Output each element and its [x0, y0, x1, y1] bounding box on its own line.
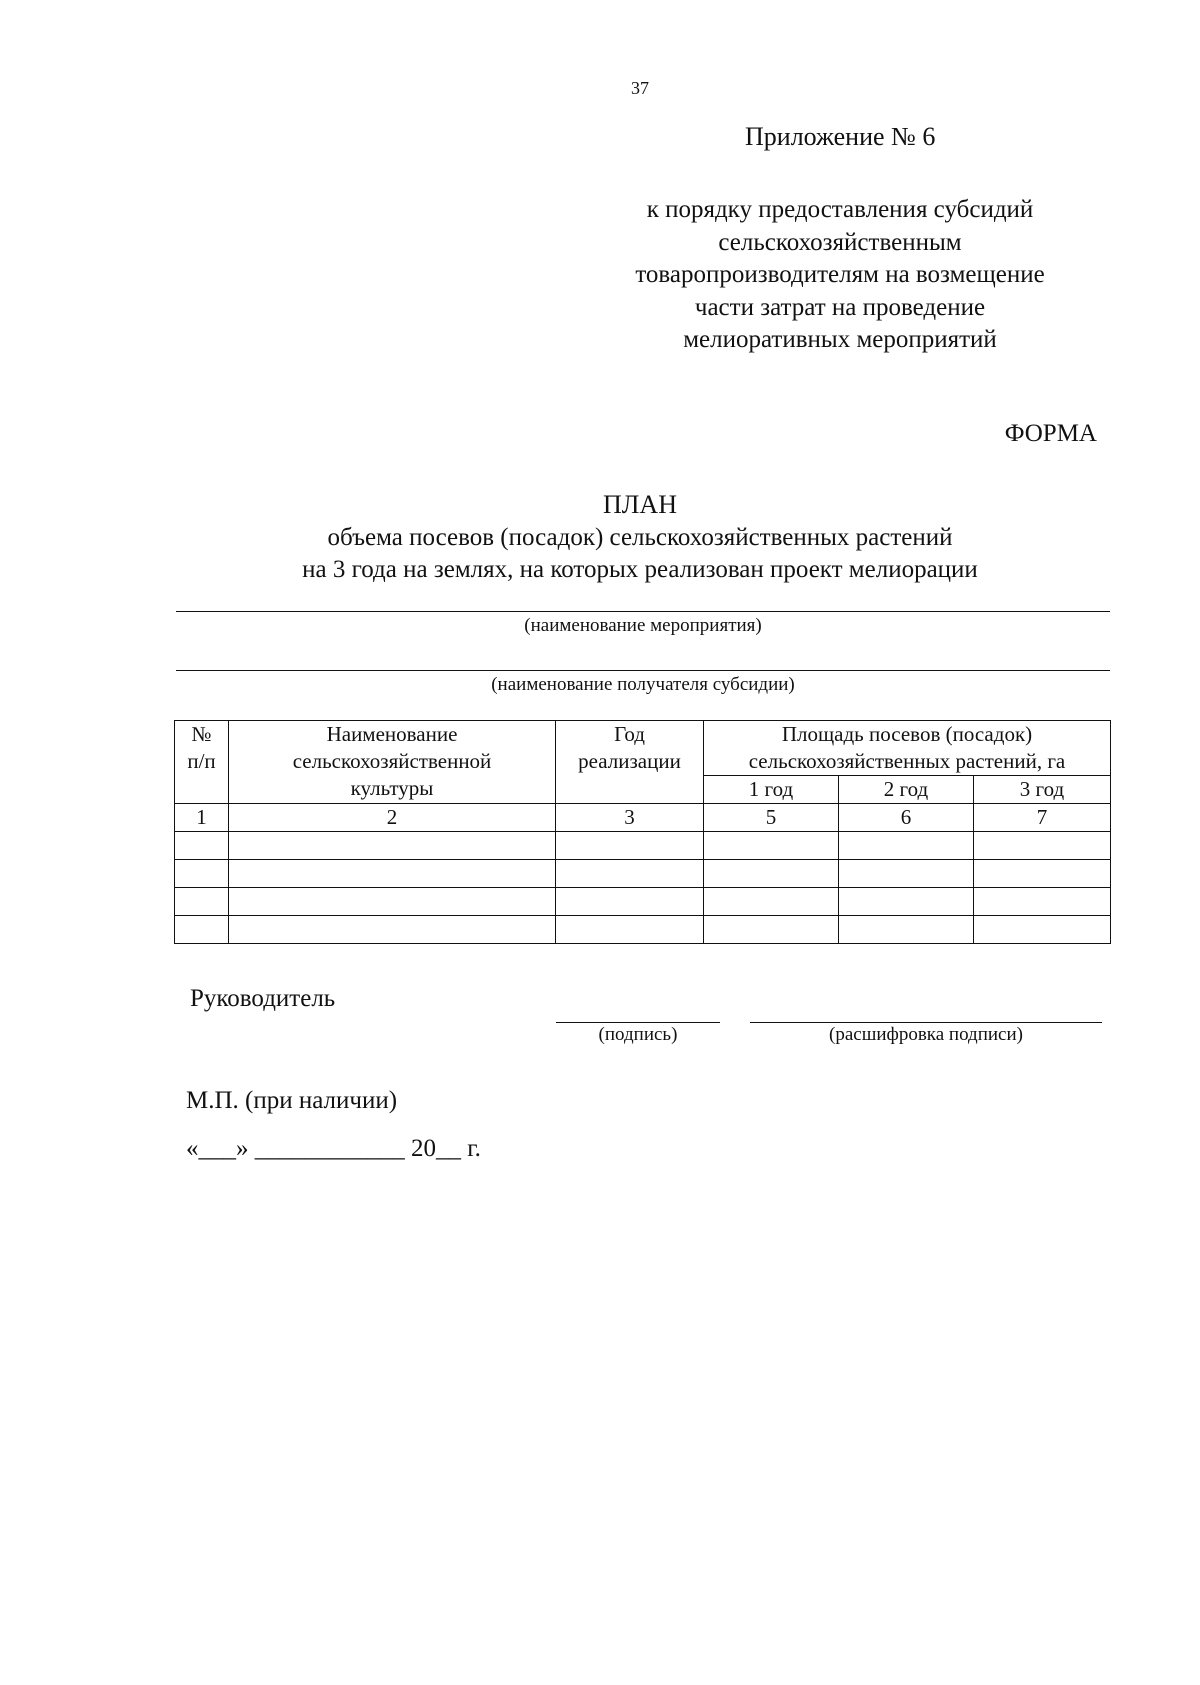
table-cell[interactable] [839, 832, 974, 860]
plan-table [174, 720, 1111, 944]
table-row [175, 860, 1111, 888]
header-num-line: п/п [187, 749, 216, 773]
table-cell[interactable] [839, 888, 974, 916]
table-row [175, 832, 1111, 860]
appendix-subtitle-line: части затрат на проведение [694, 293, 986, 321]
header-crop-line: Наименование [326, 722, 458, 746]
column-number-row [175, 804, 1111, 832]
table-cell[interactable] [229, 860, 556, 888]
signature-label: Руководитель [190, 985, 336, 1012]
table-cell[interactable] [556, 888, 704, 916]
table-cell[interactable] [704, 916, 839, 944]
table-cell[interactable] [839, 916, 974, 944]
date-line: «___» ____________ 20__ г. [186, 1135, 481, 1162]
column-number: 3 [556, 804, 704, 832]
table-cell[interactable] [556, 860, 704, 888]
recipient-name-caption: (наименование получателя субсидии) [491, 674, 795, 695]
column-number: 6 [839, 804, 974, 832]
header-year-3: 3 год [974, 776, 1111, 804]
form-label: ФОРМА [1004, 420, 1097, 447]
signature-decode-line [750, 1022, 1102, 1023]
header-year-line: реализации [578, 749, 681, 773]
table-cell[interactable] [556, 832, 704, 860]
column-number: 1 [175, 804, 229, 832]
table-cell[interactable] [229, 888, 556, 916]
page-number: 37 [631, 78, 649, 98]
table-row [175, 916, 1111, 944]
header-crop-line: культуры [350, 776, 434, 800]
appendix-subtitle-line: сельскохозяйственным [718, 228, 962, 256]
table-cell[interactable] [175, 888, 229, 916]
event-name-caption: (наименование мероприятия) [524, 615, 762, 636]
header-num-line: № [191, 722, 212, 746]
event-name-line [176, 611, 1110, 612]
column-number: 5 [704, 804, 839, 832]
appendix-subtitle-line: мелиоративных мероприятий [683, 326, 997, 353]
header-crop [229, 721, 556, 804]
table-cell[interactable] [175, 916, 229, 944]
table-cell[interactable] [974, 888, 1111, 916]
table-cell[interactable] [229, 832, 556, 860]
plan-subtitle [175, 522, 1105, 586]
signature-line [556, 1022, 720, 1023]
signature-decode-caption: (расшифровка подписи) [829, 1024, 1023, 1045]
recipient-name-line [176, 670, 1110, 671]
table-cell[interactable] [175, 860, 229, 888]
plan-subtitle-line: объема посевов (посадок) сельскохозяйственных растений [327, 524, 953, 551]
table-cell[interactable] [229, 916, 556, 944]
header-year-1: 1 год [704, 776, 839, 804]
header-year-line: Год [614, 722, 645, 746]
column-number: 7 [974, 804, 1111, 832]
table-cell[interactable] [704, 888, 839, 916]
header-crop-line: сельскохозяйственной [292, 749, 492, 773]
table-cell[interactable] [175, 832, 229, 860]
table-header-row [175, 721, 1111, 776]
appendix-title: Приложение № 6 [745, 122, 936, 151]
table-cell[interactable] [839, 860, 974, 888]
table-cell[interactable] [974, 860, 1111, 888]
header-num [175, 721, 229, 804]
stamp-label: М.П. (при наличии) [186, 1087, 398, 1114]
column-number: 2 [229, 804, 556, 832]
plan-title: ПЛАН [603, 490, 677, 519]
appendix-subtitle [590, 194, 1090, 357]
header-year-2: 2 год [839, 776, 974, 804]
table-cell[interactable] [974, 916, 1111, 944]
header-year [556, 721, 704, 804]
table-cell[interactable] [556, 916, 704, 944]
table-row [175, 888, 1111, 916]
table-cell[interactable] [974, 832, 1111, 860]
header-area-line: Площадь посевов (посадок) [781, 722, 1033, 746]
header-area-line: сельскохозяйственных растений, га [748, 749, 1066, 773]
appendix-subtitle-line: товаропроизводителям на возмещение [635, 261, 1045, 288]
header-area [704, 721, 1111, 776]
signature-caption: (подпись) [598, 1024, 678, 1045]
plan-subtitle-line: на 3 года на землях, на которых реализован проект мелиорации [302, 556, 978, 583]
table-cell[interactable] [704, 860, 839, 888]
table-cell[interactable] [704, 832, 839, 860]
appendix-subtitle-line: к порядку предоставления субсидий [646, 196, 1034, 223]
